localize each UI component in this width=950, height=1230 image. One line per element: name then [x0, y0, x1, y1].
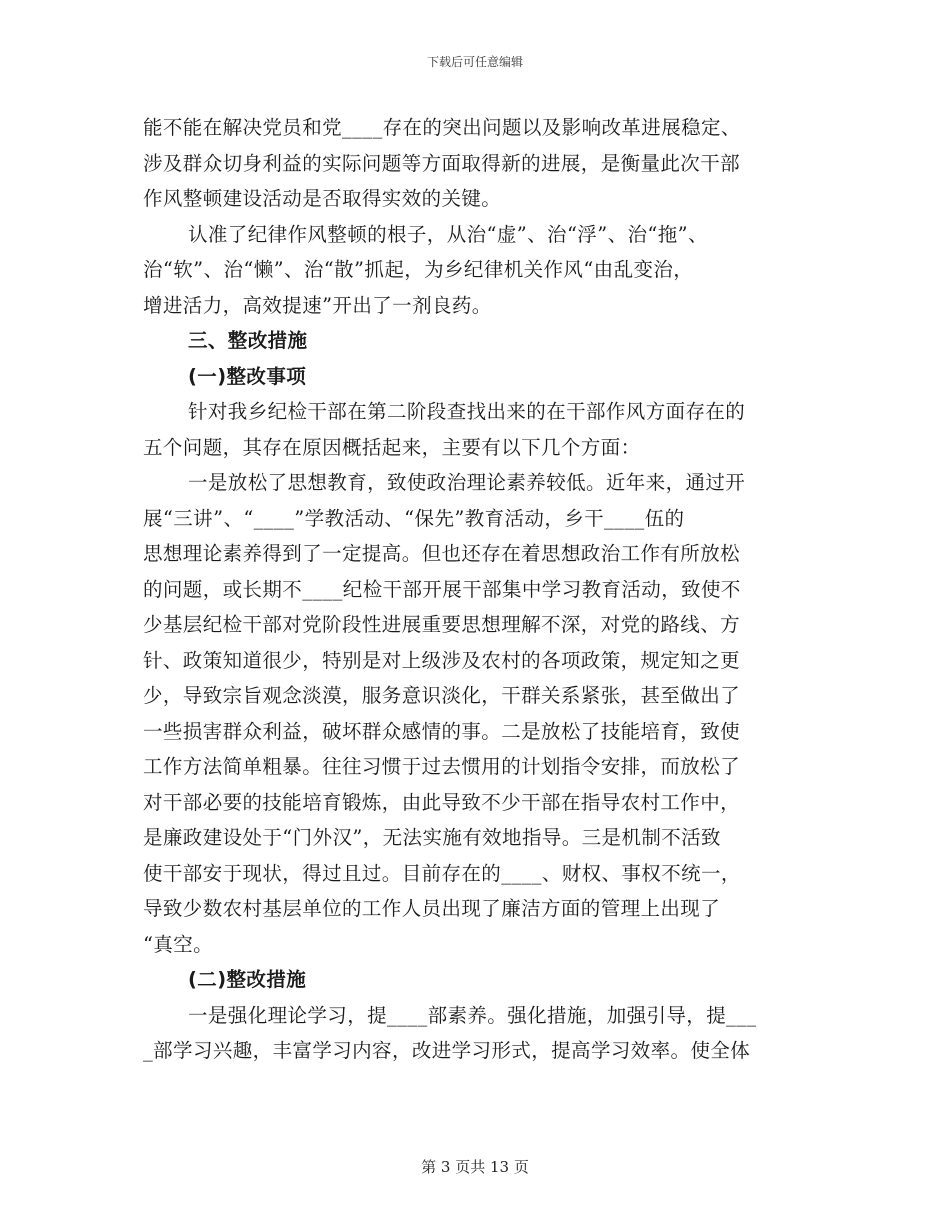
text-line: 一是放松了思想教育，致使政治理论素养较低。近年来，通过开	[188, 471, 746, 494]
text-line: 针、政策知道很少，特别是对上级涉及农村的各项政策，规定知之更	[143, 648, 741, 672]
page-header: 下载后可任意编辑	[426, 55, 523, 69]
section-heading: (二)整改措施	[188, 968, 307, 991]
text-line: 使干部安于现状，得过且过。目前存在的____、财权、事权不统一，	[143, 861, 741, 885]
text-line: 针对我乡纪检干部在第二阶段查找出来的在干部作风方面存在的	[188, 400, 746, 423]
page-number: 第 3 页共 13 页	[421, 1158, 529, 1176]
section-heading: 三、整改措施	[188, 329, 308, 352]
text-line: 的问题，或长期不____纪检干部开展干部集中学习教育活动，致使不	[143, 577, 741, 601]
text-line: 认准了纪律作风整顿的根子，从治“虚”、治“浮”、治“拖”、	[188, 222, 708, 246]
text-line: 涉及群众切身利益的实际问题等方面取得新的进展，是衡量此次干部	[143, 151, 741, 175]
text-line: “真空。	[143, 932, 214, 956]
text-line: 展“三讲”、“____”学教活动、“保先”教育活动，乡干____伍的	[143, 506, 685, 530]
text-line: 少，导致宗旨观念淡漠，服务意识淡化，干群关系紧张，甚至做出了	[143, 684, 741, 707]
section-heading: (一)整改事项	[188, 364, 307, 388]
text-line: _部学习兴趣，丰富学习内容，改进学习形式，提高学习效率。使全体	[143, 1039, 751, 1062]
text-line: 能不能在解决党员和党____存在的突出问题以及影响改革进展稳定、	[143, 116, 741, 139]
text-line: 治“软”、治“懒”、治“散”抓起，为乡纪律机关作风“由乱变治，	[143, 258, 694, 281]
document-body	[143, 110, 805, 1069]
text-line: 工作方法简单粗暴。往往习惯于过去惯用的计划指令安排，而放松了	[143, 755, 741, 778]
text-line: 少基层纪检干部对党阶段性进展重要思想理解不深，对党的路线、方	[143, 613, 741, 636]
text-line: 一是强化理论学习，提____部素养。强化措施，加强引导，提___	[188, 1003, 757, 1027]
text-line: 一些损害群众利益，破坏群众感情的事。二是放松了技能培育，致使	[143, 719, 741, 743]
text-line: 增进活力，高效提速”开出了一剂良药。	[143, 293, 492, 317]
text-line: 是廉政建设处于“门外汉”，无法实施有效地指导。三是机制不活致	[143, 826, 721, 849]
text-line: 思想理论素养得到了一定提高。但也还存在着思想政治工作有所放松	[143, 542, 741, 565]
text-line: 导致少数农村基层单位的工作人员出现了廉洁方面的管理上出现了	[143, 897, 721, 920]
text-line: 五个问题，其存在原因概括起来，主要有以下几个方面：	[143, 435, 641, 459]
text-line: 作风整顿建设活动是否取得实效的关键。	[143, 187, 502, 210]
text-line: 对干部必要的技能培育锻炼，由此导致不少干部在指导农村工作中，	[143, 790, 741, 814]
